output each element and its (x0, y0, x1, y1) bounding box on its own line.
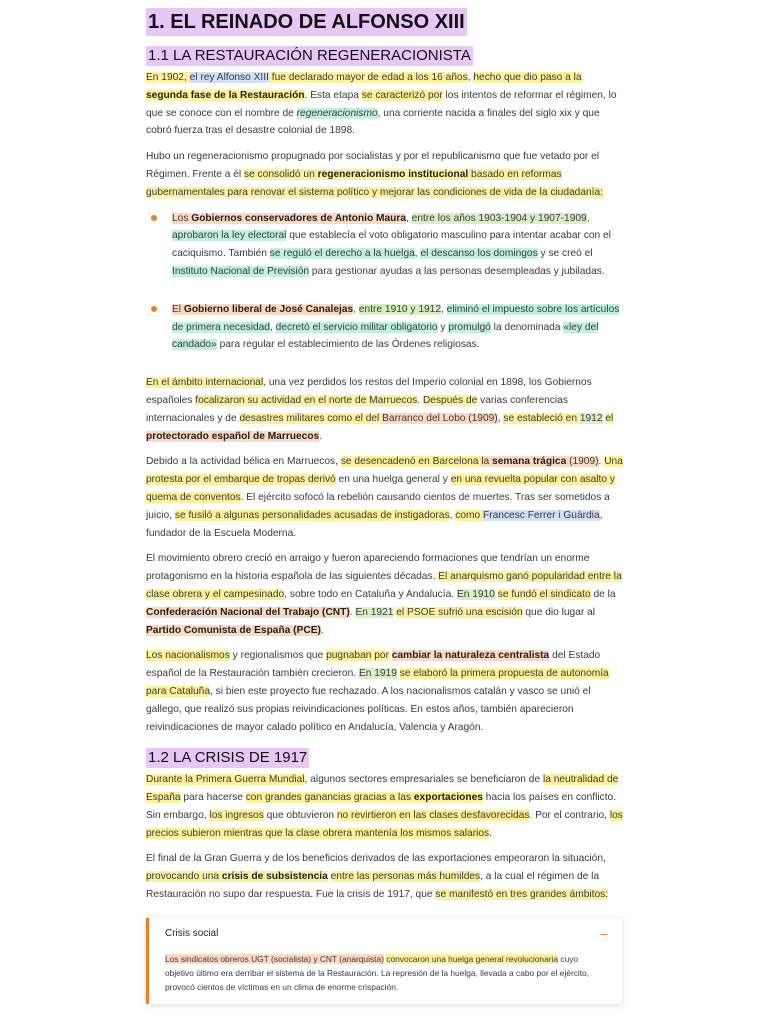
highlight: Una protesta por el embarque de tropas derivó (146, 456, 623, 486)
section-heading: 1.1 LA RESTAURACIÓN REGENERACIONISTA (148, 47, 471, 64)
highlight: aprobaron la ley electoral (172, 230, 287, 242)
paragraph: En el ámbito internacional, una vez perdidos los restos del Imperio colonial en 1898, los Gobiernos españoles focalizaron su actividad en el norte de Marruecos. Después de varias conferencias internacionales y de desastres militares como el del Barranco del Lobo (1909), se estableció en 1912 el protectorado español de Marruecos. (146, 377, 614, 442)
highlight: fue declarado mayor de edad a los 16 años (268, 72, 468, 83)
highlight: 1912 (579, 412, 603, 424)
highlight: Francesc Ferrer i Guàrdia (483, 509, 600, 521)
highlight: hecho que dio paso a la (473, 72, 582, 83)
accordion-body: Los sindicatos obreros UGT (socialista) y CNT (anarquista) convocaron una huelga general revolucionaria cuyo objetivo último era derribar el sistema de la Restauración. La represión de la huelga, llevada a cabo por el ejército, provocó cientos de víctimas en un clima de enorme crispación. (165, 953, 590, 992)
highlight: (1909) (566, 456, 599, 468)
highlight: se desencadenó en Barcelona (340, 456, 482, 468)
highlight: se estableció en (503, 412, 580, 424)
highlight: En el ámbito internacional (146, 377, 264, 389)
highlight: promulgó (448, 321, 491, 333)
highlight: En 1902, (146, 72, 190, 83)
highlight: el (605, 412, 614, 424)
page-title: 1. EL REINADO DE ALFONSO XIII (146, 8, 467, 36)
highlight: Instituto Nacional de Previsión (172, 265, 310, 277)
highlight: el descanso los domingos (420, 248, 538, 260)
section-restauracion (146, 42, 626, 736)
highlight: segunda fase de la Restauración (146, 89, 305, 101)
highlight: protectorado español de Marruecos (146, 430, 320, 442)
paragraph: Los nacionalismos y regionalismos que pugnaban por cambiar la naturaleza centralista del Estado español de la Restauración también crecieron. En 1919 se elaboró la primera propuesta de autonomía para Cataluña, si bien este proyecto fue rechazado. A los nacionalismos catalán y vasco se unió el gallego, que realizó sus propias reivindicaciones políticas. En estos años, también aparecieron reivindicaciones de mayor calado político en Andalucía, Valencia y Aragón. (146, 650, 609, 733)
article (146, 8, 626, 1004)
bullet-icon (151, 215, 157, 221)
highlight: entre 1910 y 1912 (358, 303, 441, 315)
highlight: exportaciones (413, 792, 483, 804)
highlight: regeneracionismo (296, 107, 378, 119)
reform-list (146, 210, 626, 355)
highlight: eliminó el impuesto sobre los artículos de primera necesidad (172, 303, 620, 333)
collapse-icon[interactable]: − (599, 925, 608, 942)
highlight: Confederación Nacional del Trabajo (CNT) (146, 606, 350, 618)
highlight: En 1919 (358, 668, 397, 680)
highlight: focalizaron su actividad en el norte de Marruecos (195, 394, 418, 406)
list-item-text: El Gobierno liberal de José Canalejas, entre 1910 y 1912, eliminó el impuesto sobre los artículos de primera necesidad, decretó el servicio militar obligatorio y promulgó la denominada «ley del candado» para regular el establecimiento de las Órdenes religiosas. (172, 303, 620, 351)
paragraph: Durante la Primera Guerra Mundial, algunos sectores empresariales se beneficiaron de la neutralidad de España para hacerse con grandes ganancias gracias a las exportaciones hacia los países en conflicto. Sin embargo, los ingresos que obtuvieron no revirtieron en las clases desfavorecidas. Por el contrario, los precios subieron mientras que la clase obrera mantenía los mismos salarios. (146, 774, 623, 839)
highlight: Gobierno liberal de José Canalejas (183, 303, 354, 315)
highlight: con grandes ganancias gracias a las (245, 792, 414, 804)
highlight: decretó el servicio militar obligatorio (275, 321, 438, 333)
accordion-crisis-social[interactable] (146, 918, 622, 1004)
highlight: Gobiernos conservadores de Antonio Maura (191, 212, 406, 224)
highlight: se fundó el sindicato (497, 588, 591, 600)
list-item (146, 301, 626, 354)
highlight: Los sindicatos obreros UGT (socialista) y CNT (anarquista) (165, 953, 384, 964)
paragraph: El final de la Gran Guerra y de los beneficios derivados de las exportaciones empeoraron la situación, provocando una crisis de subsistencia entre las personas más humildes, a la cual el régimen de la Restauración no supo dar respuesta. Fue la crisis de 1917, que se manifestó en tres grandes ámbitos: (146, 853, 609, 901)
highlight: no revirtieron en las clases desfavorecidas (336, 809, 530, 821)
highlight: convocaron una huelga general revolucionaria (386, 953, 559, 964)
accordion-header[interactable] (165, 925, 608, 942)
highlight: provocando una (146, 871, 222, 883)
highlight: se fusiló a algunas personalidades acusadas de instigadoras (174, 509, 450, 521)
highlight: se manifestó en tres grandes ámbitos: (435, 889, 609, 901)
highlight: pugnaban por (326, 650, 389, 662)
list-item-text: Los Gobiernos conservadores de Antonio Maura, entre los años 1903-1904 y 1907-1909, aprobaron la ley electoral que establecía el voto obligatorio masculino para intentar acabar con el caciquismo. También se reguló el derecho a la huelga, el descanso los domingos y se creó el Instituto Nacional de Previsión para gestionar ayudas a las personas desempleadas y jubiladas. (172, 212, 611, 277)
highlight: se reguló el derecho a la huelga (269, 248, 415, 260)
accordion-title: Crisis social (165, 928, 219, 940)
highlight: el PSOE sufrió una escisión (396, 606, 523, 618)
highlight: El (172, 303, 184, 315)
bullet-icon (151, 306, 157, 312)
highlight: los ingresos (209, 809, 264, 821)
highlight: semana trágica (492, 456, 567, 468)
highlight: «ley del candado» (172, 321, 599, 351)
paragraph: Hubo un regeneracionismo propugnado por socialistas y por el republicanismo que fue vetado por el Régimen. Frente a él se consolidó un regeneracionismo institucional basado en reformas gubernamentales para renovar el sistema político y mejorar las condiciones de vida de la ciudadanía: (146, 151, 603, 198)
list-item (146, 210, 626, 281)
highlight: entre las personas más humildes (330, 871, 481, 883)
highlight: crisis de subsistencia (221, 871, 328, 883)
highlight: En 1921 (355, 606, 394, 618)
highlight: se caracterizó por (361, 89, 443, 101)
highlight: Los (172, 212, 192, 224)
paragraph: El movimiento obrero creció en arraigo y fueron apareciendo formaciones que tendrían un enorme protagonismo en la historia española de las siguientes décadas. El anarquismo ganó popularidad entre la clase obrera y el campesinado, sobre todo en Cataluña y Andalucía. En 1910 se fundó el sindicato de la Confederación Nacional del Trabajo (CNT). En 1921 el PSOE sufrió una escisión que dio lugar al Partido Comunista de España (PCE). (146, 553, 622, 636)
highlight: Partido Comunista de España (PCE) (146, 624, 321, 636)
section-heading: 1.2 LA CRISIS DE 1917 (148, 749, 308, 767)
paragraph: En 1902, el rey Alfonso XIII fue declarado mayor de edad a los 16 años, hecho que dio paso a la segunda fase de la Restauración. Esta etapa se caracterizó por los intentos de reformar el régimen, lo que se conoce con el nombre de regeneracionismo, una corriente nacida a finales del siglo xix y que cobró fuerza tras el desastre colonial de 1898. (146, 72, 617, 137)
highlight: Durante la Primera Guerra Mundial (146, 774, 305, 786)
highlight: Después de (422, 394, 478, 406)
highlight: basado en reformas gubernamentales para renovar el sistema político y mejorar las condiciones de vida de la ciudadanía: (146, 168, 603, 198)
highlight: la (481, 456, 493, 468)
highlight: el rey Alfonso XIII (189, 72, 269, 83)
paragraph: Debido a la actividad bélica en Marruecos, se desencadenó en Barcelona la semana trágica (1909). Una protesta por el embarque de tropas derivó en una huelga general y en una revuelta popular con asalto y quema de conventos. El ejército sofocó la rebelión causando cientos de muertes. Tras ser sometidos a juicio, se fusiló a algunas personalidades acusadas de instigadoras, como Francesc Ferrer i Guàrdia, fundador de la Escuela Moderna. (146, 456, 623, 539)
section-crisis (146, 744, 626, 1004)
highlight: El anarquismo ganó popularidad entre la clase obrera y el campesinado (146, 571, 622, 600)
highlight: Los nacionalismos (146, 650, 230, 662)
highlight: la neutralidad de España (146, 774, 619, 804)
highlight: desastres militares como el del (239, 412, 383, 424)
highlight: cambiar la naturaleza centralista (391, 650, 550, 662)
highlight: entre los años 1903-1904 y 1907-1909 (411, 212, 587, 224)
highlight: en una revuelta popular con asalto y quema de conventos (146, 474, 615, 503)
highlight: se consolidó un (243, 168, 318, 180)
highlight: En 1910 (456, 588, 495, 600)
highlight: como (455, 509, 483, 521)
highlight: se elaboró la primera propuesta de autonomía para Cataluña (146, 668, 609, 697)
highlight: regeneracionismo institucional (317, 168, 469, 180)
highlight: los precios subieron mientras que la clase obrera mantenía los mismos salarios (146, 809, 623, 839)
highlight: Barranco del Lobo (1909) (382, 412, 498, 424)
